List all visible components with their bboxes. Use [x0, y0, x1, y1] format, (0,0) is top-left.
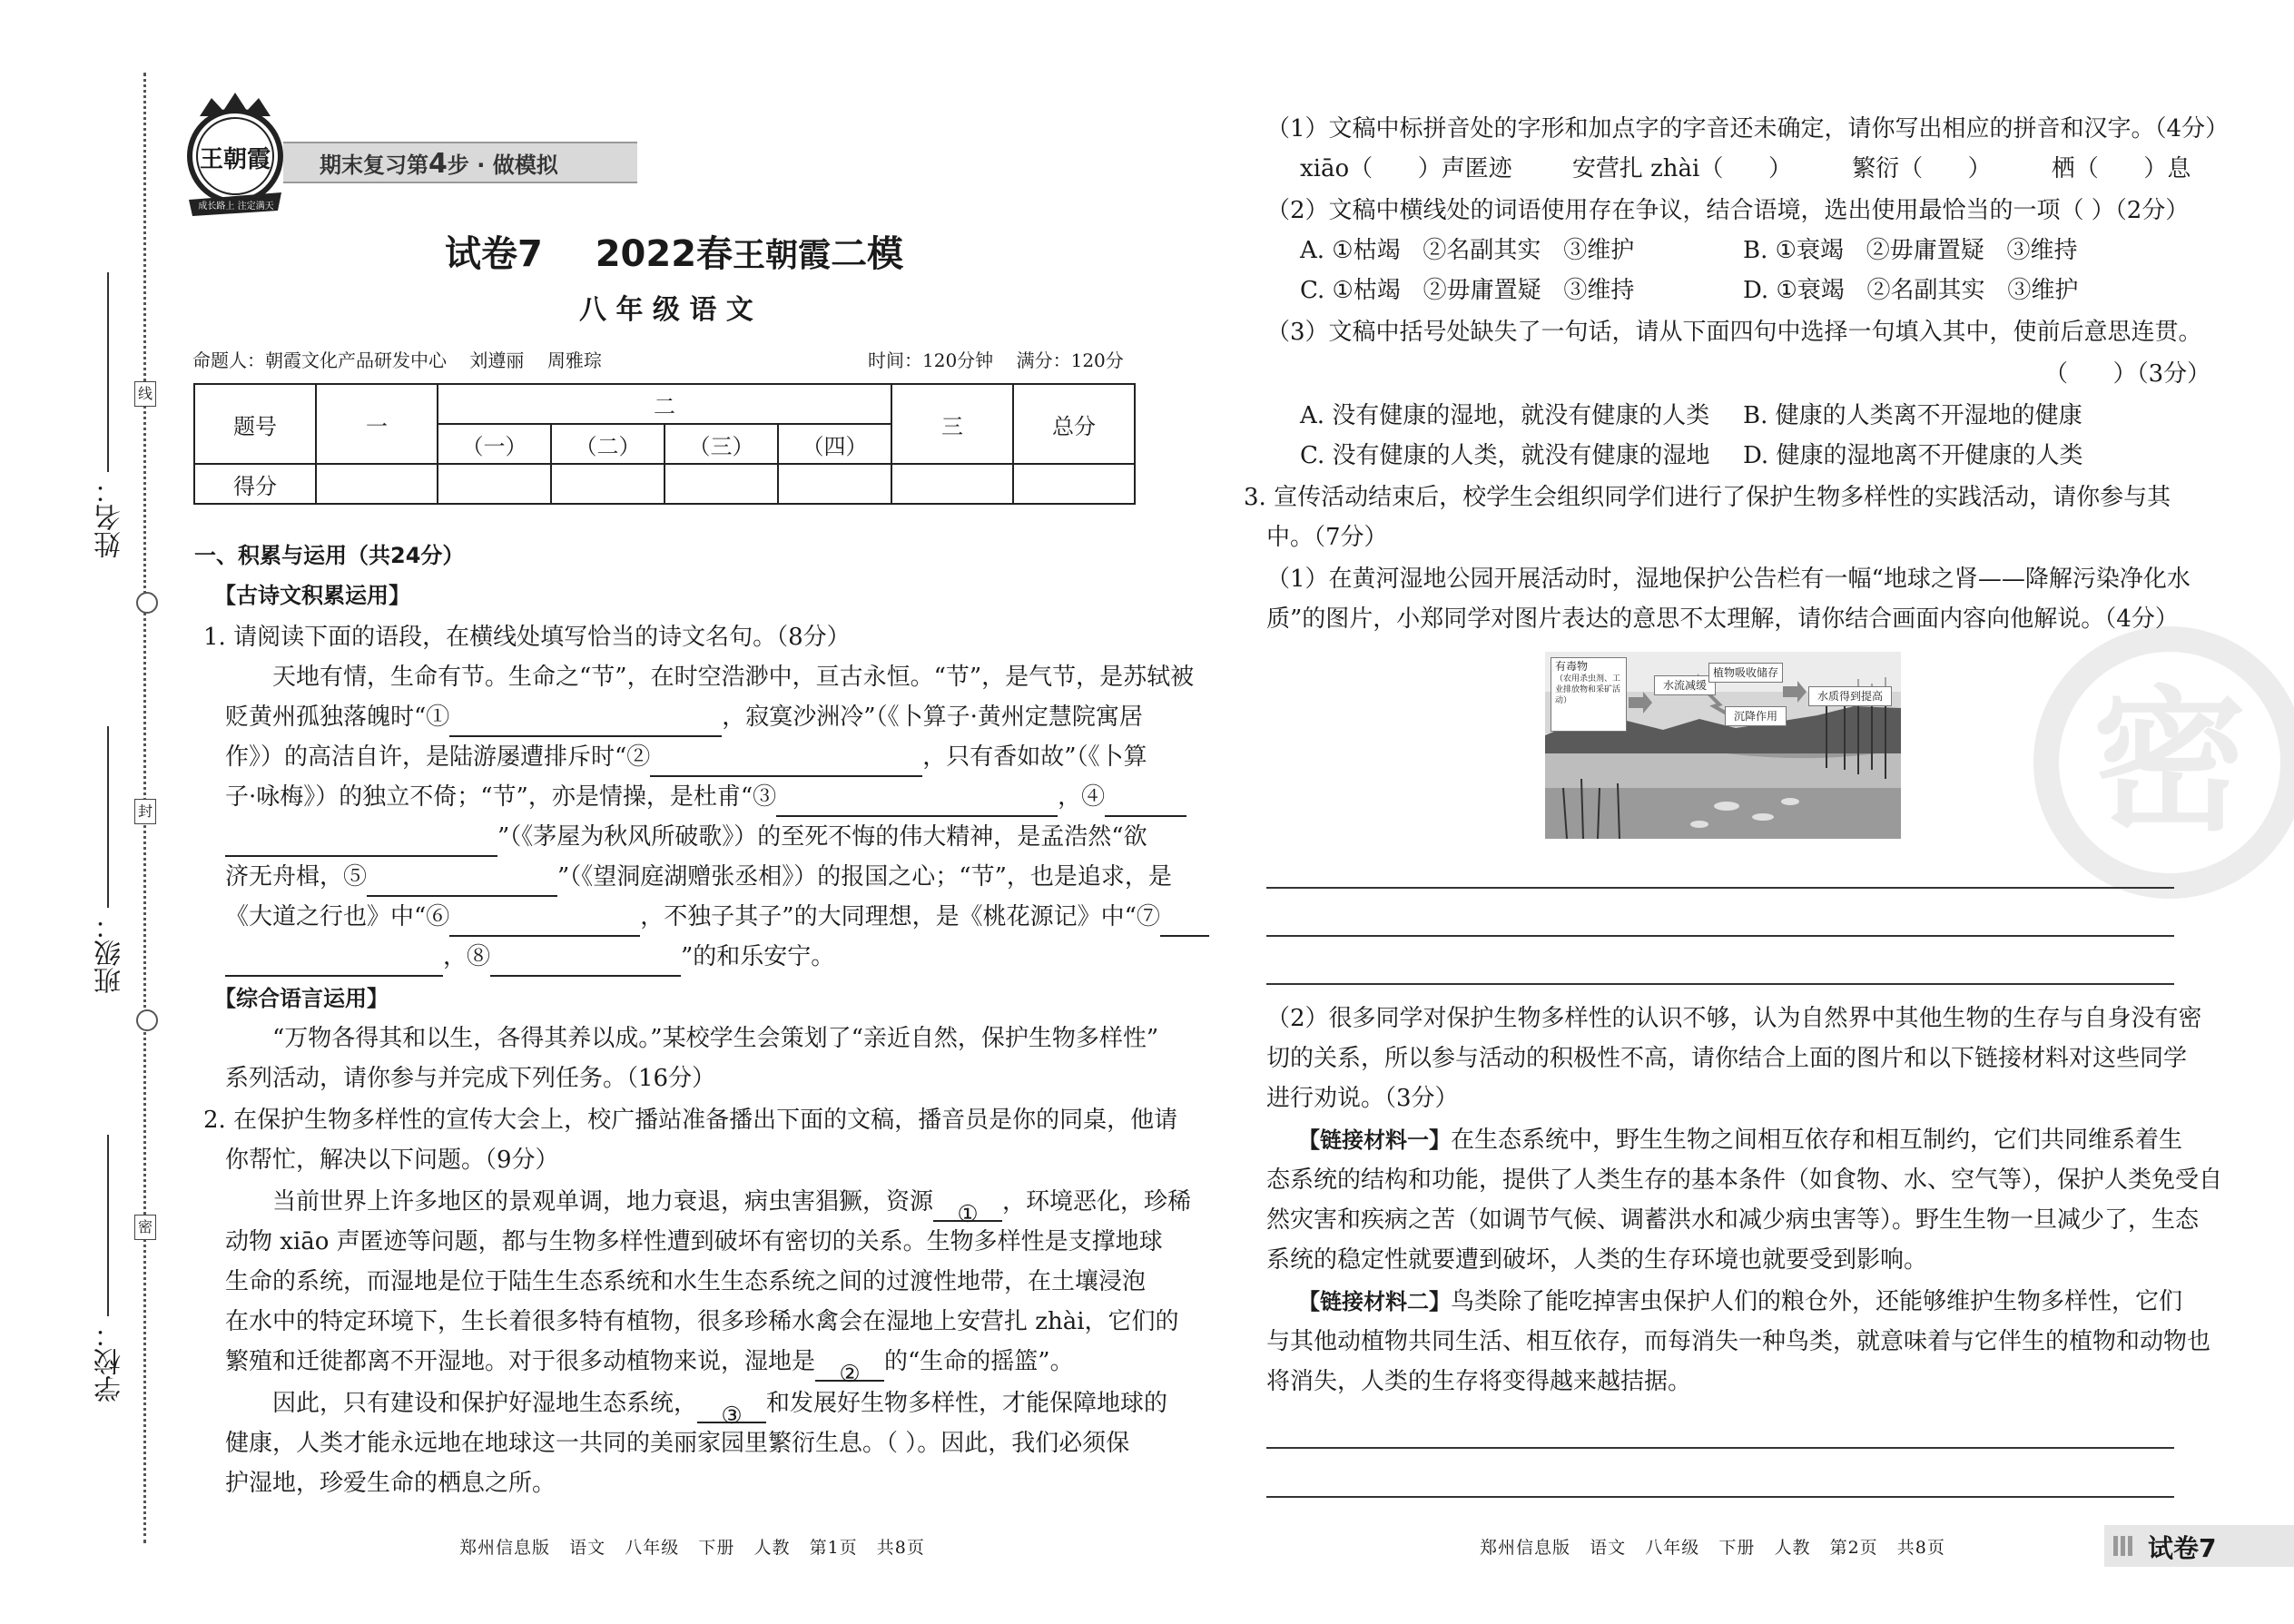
school-field-line[interactable] — [107, 1135, 109, 1316]
p1-line-5: ”（《茅屋为秋风所破歌》）的至死不悔的伟大精神，是孟浩然“欲 — [225, 817, 1147, 857]
seal-knot — [136, 1009, 158, 1031]
article-blank-2[interactable]: ② — [815, 1354, 884, 1382]
question-3-line-2: 中。（7分） — [1266, 524, 1388, 551]
material-2-line-3: 将消失，人类的生存将变得越来越拮据。 — [1266, 1368, 1692, 1395]
material-1-line-1: 【链接材料一】在生态系统中，野生生物之间相互依存和相互制约，它们共同维系着生 — [1298, 1127, 2183, 1154]
paper-badge — [2104, 1525, 2294, 1567]
subheading-classical: 【古诗文积累运用】 — [214, 583, 410, 608]
p1-line-3: 作》）的高洁自许，是陆游屡遭排斥时“② ，只有香如故”（《卜算 — [225, 737, 1147, 777]
diagram-box-quality: 水质得到提高 — [1808, 686, 1892, 706]
badge-grid-icon — [2113, 1536, 2133, 1556]
material-2-line-1: 【链接材料二】鸟类除了能吃掉害虫保护人们的粮仓外，还能够维护生物多样性，它们 — [1298, 1288, 2183, 1315]
article-line-5: 繁殖和迁徙都离不开湿地。对于很多动植物来说，湿地是 ② 的“生命的摇篮”。 — [225, 1348, 1074, 1388]
question-1: 1. 请阅读下面的语段，在横线处填写恰当的诗文名句。（8分） — [203, 624, 851, 651]
footer-left: 郑州信息版 语文 八年级 下册 人教 第1页 共8页 — [459, 1538, 925, 1558]
seal-knot — [136, 592, 158, 614]
diagram-box-slow-flow: 水流减缓 — [1654, 675, 1716, 695]
article-line-4: 在水中的特定环境下，生长着很多特有植物，很多珍稀水禽会在湿地上安营扎 zhài，它们的 — [225, 1308, 1179, 1335]
question-3b-line-1: （2）很多同学对保护生物多样性的认识不够，认为自然界中其他生物的生存与自身没有密 — [1266, 1005, 2202, 1032]
option-3c[interactable]: C. 没有健康的人类，就没有健康的湿地 — [1300, 442, 1710, 469]
article-line-3: 生命的系统，而湿地是位于陆生生态系统和水生生态系统之间的过渡性地带，在土壤浸泡 — [225, 1268, 1147, 1295]
option-2a[interactable]: A. ①枯竭 ②名副其实 ③维护 — [1300, 237, 1635, 264]
p1-line-1: 天地有情，生命有节。生命之“节”，在时空浩渺中，亘古永恒。“节”，是气节，是苏轼被 — [272, 664, 1195, 691]
question-3b-line-3: 进行劝说。（3分） — [1266, 1085, 1459, 1112]
p1-line-6: 济无舟楫，⑤ ”（《望洞庭湖赠张丞相》）的报国之心；“节”，也是追求，是 — [225, 857, 1172, 897]
step-banner — [283, 142, 637, 183]
banner-step: 4 — [428, 148, 448, 180]
answer-line[interactable] — [1266, 887, 2174, 889]
th-sub-3: （三） — [665, 424, 778, 464]
wetland-diagram — [1545, 652, 1901, 839]
option-2d[interactable]: D. ①衰竭 ②名副其实 ③维护 — [1743, 277, 2079, 304]
material-1-line-2: 态系统的结构和功能，提供了人类生存的基本条件（如食物、水、空气等），保护人类免受自 — [1266, 1166, 2223, 1194]
banner-prefix: 期末复习第 — [320, 153, 428, 178]
exam-title — [445, 225, 903, 277]
score-cell[interactable] — [1013, 464, 1135, 504]
diagram-box-absorb: 植物吸收储存 — [1708, 663, 1783, 683]
option-3d[interactable]: D. 健康的湿地离不开健康的人类 — [1743, 442, 2083, 469]
badge-label: 试卷7 — [2148, 1533, 2217, 1563]
score-table — [193, 383, 1136, 505]
answer-line[interactable] — [1266, 1496, 2174, 1498]
article-line-6: 因此，只有建设和保护好湿地生态系统， ③ 和发展好生物多样性，才能保障地球的 — [272, 1390, 1168, 1430]
article-blank-1[interactable]: ① — [933, 1195, 1002, 1222]
p1-line-2: 贬黄州孤独落魄时“① ，寂寞沙洲冷”（《卜算子·黄州定慧院寓居 — [225, 697, 1143, 737]
blank-2[interactable] — [650, 750, 922, 777]
p1-line-7: 《大道之行也》中“⑥ ，不独子其子”的大同理想，是《桃花源记》中“⑦ — [225, 897, 1209, 937]
diagram-box-sediment: 沉降作用 — [1725, 706, 1787, 726]
answer-line[interactable] — [1266, 935, 2174, 937]
sub-question-2: （2）文稿中横线处的词语使用存在争议，结合语境，选出使用最恰当的一项（ ）（2分） — [1266, 197, 2190, 224]
question-3-line-1: 3. 宣传活动结束后，校学生会组织同学们进行了保护生物多样性的实践活动，请你参与其 — [1244, 484, 2171, 511]
question-2-line-2: 你帮忙，解决以下问题。（9分） — [225, 1147, 559, 1174]
diagram-box-toxins: 有毒物 （农用杀虫剂、工业排放物和采矿活动） — [1551, 657, 1627, 732]
p1-line-8: ，⑧ ”的和乐安宁。 — [225, 937, 834, 977]
score-cell[interactable] — [778, 464, 891, 504]
score-cell[interactable] — [891, 464, 1013, 504]
intro-line-2: 系列活动，请你参与并完成下列任务。（16分） — [225, 1065, 716, 1092]
question-3b-line-2: 切的关系，所以参与活动的积极性不高，请你结合上面的图片和以下链接材料对这些同学 — [1266, 1045, 2188, 1072]
th-part-2: 二 — [438, 384, 891, 424]
blank-6[interactable] — [449, 910, 640, 937]
subheading-language: 【综合语言运用】 — [214, 986, 389, 1011]
blank-3[interactable] — [776, 790, 1058, 817]
blank-1[interactable] — [449, 710, 722, 737]
article-line-1: 当前世界上许多地区的景观单调，地力衰退，病虫害猖獗，资源 ① ，环境恶化，珍稀 — [272, 1188, 1192, 1228]
blank-4a[interactable] — [1105, 790, 1186, 817]
name-label: 姓名： — [94, 477, 126, 558]
th-question-no: 题号 — [194, 384, 316, 464]
th-sub-2: （二） — [551, 424, 665, 464]
title-paper-no: 试卷7 — [445, 233, 543, 275]
article-line-7: 健康，人类才能永远地在地球这一共同的美丽家园里繁衍生息。（ ）。因此，我们必须保 — [225, 1430, 1130, 1457]
name-field-line[interactable] — [107, 272, 109, 472]
logo-brand-text: 王朝霞 — [199, 146, 271, 173]
brand-logo — [180, 91, 290, 220]
seal-char-xian: 线 — [134, 381, 156, 407]
answer-line[interactable] — [1266, 983, 2174, 985]
blank-5[interactable] — [367, 870, 557, 897]
score-cell[interactable] — [438, 464, 551, 504]
school-label: 学校： — [94, 1321, 126, 1403]
class-field-line[interactable] — [107, 726, 109, 908]
option-2c[interactable]: C. ①枯竭 ②毋庸置疑 ③维持 — [1300, 277, 1635, 304]
th-score: 得分 — [194, 464, 316, 504]
time-score-line: 时间：120分钟 满分：120分 — [868, 349, 1124, 371]
option-3b[interactable]: B. 健康的人类离不开湿地的健康 — [1743, 402, 2082, 429]
p1-line-4: 子·咏梅》）的独立不倚；“节”，亦是情操，是杜甫“③ ，④ — [225, 777, 1186, 817]
class-label: 班级： — [94, 912, 126, 994]
answer-line[interactable] — [1266, 1447, 2174, 1449]
material-2-line-2: 与其他动植物共同生活、相互依存，而每消失一种鸟类，就意味着与它伴生的植物和动物也 — [1266, 1328, 2211, 1355]
exam-subtitle: 八 年 级 语 文 — [579, 294, 753, 326]
score-cell[interactable] — [551, 464, 665, 504]
footer-right: 郑州信息版 语文 八年级 下册 人教 第2页 共8页 — [1480, 1538, 1945, 1558]
th-total: 总分 — [1013, 384, 1135, 464]
logo-tagline: 成长路上 注定满天 — [198, 202, 274, 212]
title-brand: 王朝霞 — [733, 236, 832, 274]
question-3a-line-2: 质”的图片，小郑同学对图片表达的意思不太理解，请你结合画面内容向他解说。（4分） — [1266, 605, 2179, 633]
th-sub-1: （一） — [438, 424, 551, 464]
option-3a[interactable]: A. 没有健康的湿地，就没有健康的人类 — [1300, 402, 1710, 429]
sub-question-3: （3）文稿中括号处缺失了一句话，请从下面四句中选择一句填入其中，使前后意思连贯。 — [1266, 319, 2202, 346]
th-part-3: 三 — [891, 384, 1013, 464]
seal-watermark: 密 — [2033, 626, 2294, 899]
title-mock: 二模 — [831, 233, 904, 275]
score-cell[interactable] — [316, 464, 438, 504]
intro-line-1: “万物各得其和以生，各得其养以成。”某校学生会策划了“亲近自然，保护生物多样性” — [272, 1025, 1159, 1052]
question-2-line-1: 2. 在保护生物多样性的宣传大会上，校广播站准备播出下面的文稿，播音员是你的同桌，他请 — [203, 1107, 1178, 1134]
blank-8[interactable] — [490, 950, 681, 977]
blank-7b[interactable] — [225, 950, 443, 977]
question-3a-line-1: （1）在黄河湿地公园开展活动时，湿地保护公告栏有一幅“地球之肾——降解污染净化水 — [1266, 566, 2191, 593]
blank-4b[interactable] — [225, 830, 497, 857]
material-1-line-3: 然灾害和疾病之苦（如调节气候、调蓄洪水和减少病虫害等）。野生生物一旦减少了，生态 — [1266, 1206, 2200, 1234]
seal-char-mi: 密 — [134, 1215, 156, 1240]
banner-suffix: 步 · 做模拟 — [447, 153, 558, 178]
authors-line: 命题人：朝霞文化产品研发中心 刘遵丽 周雅琮 — [192, 349, 602, 371]
article-blank-3[interactable]: ③ — [697, 1396, 766, 1423]
blank-7a[interactable] — [1160, 910, 1209, 937]
sub-question-1-items: xiāo（ ）声匿迹 安营扎 zhài（ ） 繁衍（ ） 栖（ ）息 — [1300, 155, 2191, 182]
seal-char-feng: 封 — [134, 799, 156, 824]
option-2b[interactable]: B. ①衰竭 ②毋庸置疑 ③维持 — [1743, 237, 2078, 264]
title-year: 2022春 — [595, 233, 733, 275]
score-cell[interactable] — [665, 464, 778, 504]
article-line-2: 动物 xiāo 声匿迹等问题，都与生物多样性遭到破坏有密切的关系。生物多样性是支撑地球 — [225, 1228, 1163, 1255]
th-sub-4: （四） — [778, 424, 891, 464]
article-line-8: 护湿地，珍爱生命的栖息之所。 — [225, 1470, 556, 1497]
material-1-line-4: 系统的稳定性就要遭到破坏，人类的生存环境也就要受到影响。 — [1266, 1246, 1928, 1274]
th-part-1: 一 — [316, 384, 438, 464]
section-1-heading: 一、积累与运用（共24分） — [194, 543, 465, 568]
sub-question-1: （1）文稿中标拼音处的字形和加点字的字音还未确定，请你写出相应的拼音和汉字。（4分） — [1266, 115, 2230, 143]
sub-question-3-mark: （ ）（3分） — [2044, 360, 2211, 388]
